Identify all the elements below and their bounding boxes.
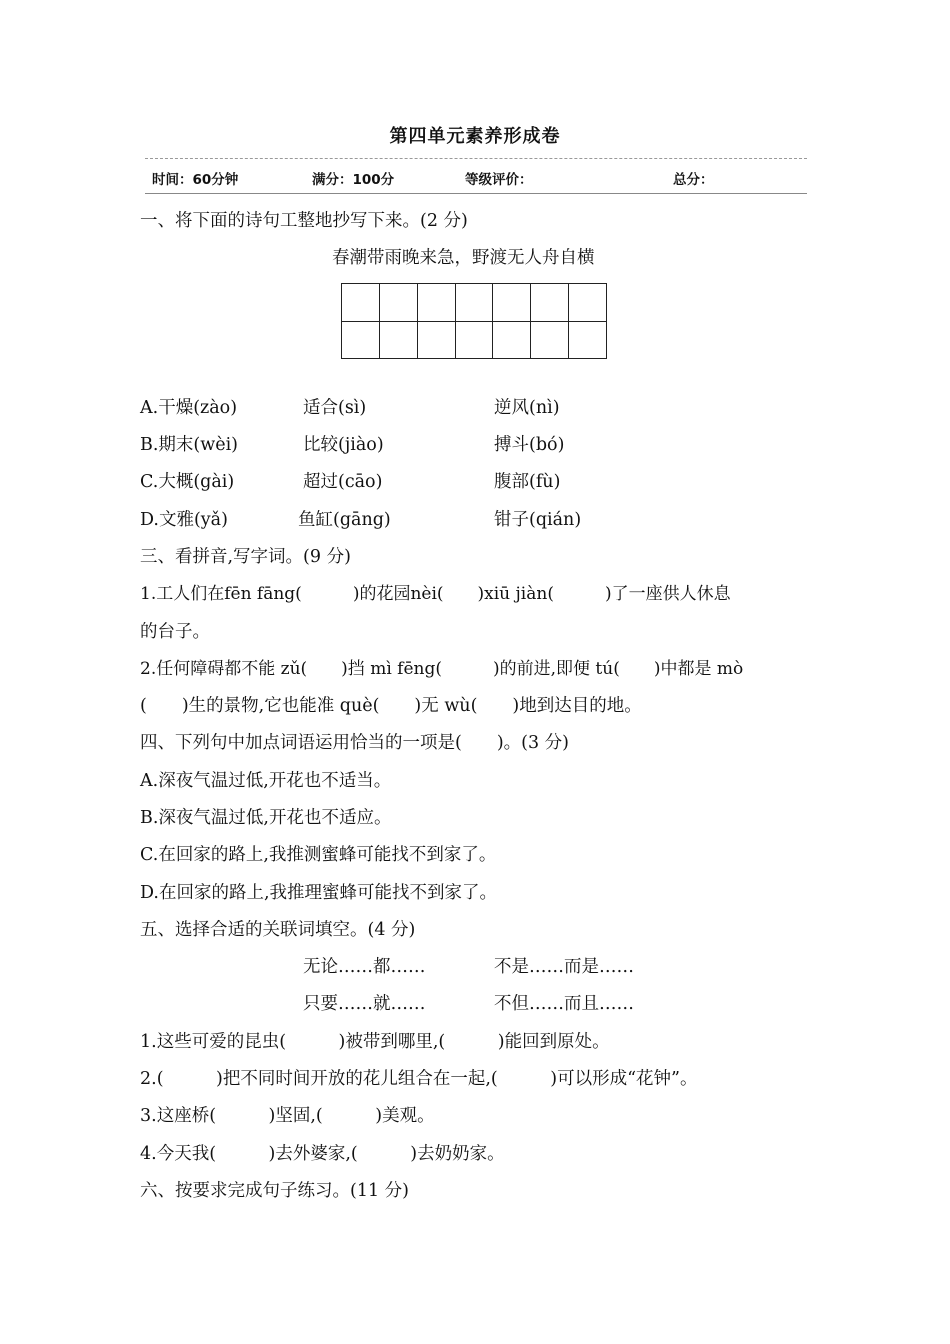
q1-prompt: 一、将下面的诗句工整地抄写下来。(2 分) bbox=[140, 211, 468, 231]
grid-cell[interactable] bbox=[531, 284, 569, 322]
q1-poem: 春潮带雨晚来急，野渡无人舟自横 bbox=[332, 248, 595, 268]
q3-prompt: 三、看拼音,写字词。(9 分) bbox=[140, 547, 351, 567]
grid-cell[interactable] bbox=[493, 284, 531, 322]
q2-option-d-b: 鱼缸(gāng) bbox=[298, 510, 391, 530]
grid-row bbox=[342, 321, 607, 359]
q5-sentence-3: 3.这座桥( )坚固,( )美观。 bbox=[140, 1106, 435, 1126]
q5-sentence-4: 4.今天我( )去外婆家,( )去奶奶家。 bbox=[140, 1144, 505, 1164]
q3-line-3: 2.任何障碍都不能 zǔ( )挡 mì fēng( )的前进,即便 tú( )中都是 mò bbox=[140, 659, 744, 679]
q4-option-a: A.深夜气温过低,开花也不适当。 bbox=[140, 771, 392, 791]
q2-option-b-c: 搏斗(bó) bbox=[494, 435, 565, 455]
q3-line-1: 1.工人们在fēn fāng( )的花园nèi( )xiū jiàn( )了一座供人休息 bbox=[140, 584, 731, 604]
q5-sentence-1: 1.这些可爱的昆虫( )被带到哪里,( )能回到原处。 bbox=[140, 1032, 610, 1052]
grid-cell[interactable] bbox=[455, 284, 493, 322]
page-title: 第四单元素养形成卷 bbox=[389, 126, 561, 147]
q2-option-a-b: 适合(sì) bbox=[303, 398, 367, 418]
q4-prompt: 四、下列句中加点词语运用恰当的一项是( )。(3 分) bbox=[140, 733, 570, 753]
time-label: 时间：60分钟 bbox=[152, 172, 239, 188]
header-dashed-rule bbox=[145, 158, 807, 159]
q6-prompt: 六、按要求完成句子练习。(11 分) bbox=[140, 1181, 409, 1201]
q3-line-4: ( )生的景物,它也能准 què( )无 wù( )地到达目的地。 bbox=[140, 696, 642, 716]
q2-option-b: B.期末(wèi) bbox=[140, 435, 239, 455]
grid-cell[interactable] bbox=[379, 321, 417, 359]
q2-option-a-c: 逆风(nì) bbox=[494, 398, 560, 418]
grade-label: 等级评价： bbox=[465, 172, 533, 188]
grid-cell[interactable] bbox=[342, 284, 380, 322]
q5-word-1: 无论……都…… bbox=[303, 957, 426, 977]
q5-word-4: 不但……而且…… bbox=[494, 994, 634, 1014]
q2-option-d: D.文雅(yǎ) bbox=[140, 510, 228, 530]
q2-option-c-c: 腹部(fù) bbox=[494, 472, 561, 492]
q2-option-b-b: 比较(jiào) bbox=[303, 435, 384, 455]
grid-cell[interactable] bbox=[342, 321, 380, 359]
grid-cell[interactable] bbox=[417, 284, 455, 322]
header-info-row bbox=[152, 168, 802, 190]
grid-cell[interactable] bbox=[569, 321, 607, 359]
grid-cell[interactable] bbox=[379, 284, 417, 322]
q4-option-b: B.深夜气温过低,开花也不适应。 bbox=[140, 808, 392, 828]
q2-option-d-c: 钳子(qián) bbox=[494, 510, 582, 530]
q4-option-d: D.在回家的路上,我推理蜜蜂可能找不到家了。 bbox=[140, 883, 498, 903]
q5-word-2: 不是……而是…… bbox=[494, 957, 634, 977]
grid-cell[interactable] bbox=[531, 321, 569, 359]
q5-word-3: 只要……就…… bbox=[303, 994, 426, 1014]
q3-line-2: 的台子。 bbox=[140, 622, 210, 642]
q4-option-c: C.在回家的路上,我推测蜜蜂可能找不到家了。 bbox=[140, 845, 497, 865]
writing-grid bbox=[341, 283, 607, 359]
total-score-label: 总分： bbox=[673, 172, 714, 188]
q2-option-c-b: 超过(cāo) bbox=[303, 472, 383, 492]
q2-option-c: C.大概(gài) bbox=[140, 472, 235, 492]
full-score-label: 满分：100分 bbox=[312, 172, 395, 188]
grid-cell[interactable] bbox=[493, 321, 531, 359]
header-solid-rule bbox=[145, 193, 807, 194]
q5-prompt: 五、选择合适的关联词填空。(4 分) bbox=[140, 920, 416, 940]
q2-option-a: A.干燥(zào) bbox=[140, 398, 238, 418]
q5-sentence-2: 2.( )把不同时间开放的花儿组合在一起,( )可以形成“花钟”。 bbox=[140, 1069, 698, 1089]
grid-cell[interactable] bbox=[455, 321, 493, 359]
grid-row bbox=[342, 284, 607, 322]
grid-cell[interactable] bbox=[417, 321, 455, 359]
grid-cell[interactable] bbox=[569, 284, 607, 322]
